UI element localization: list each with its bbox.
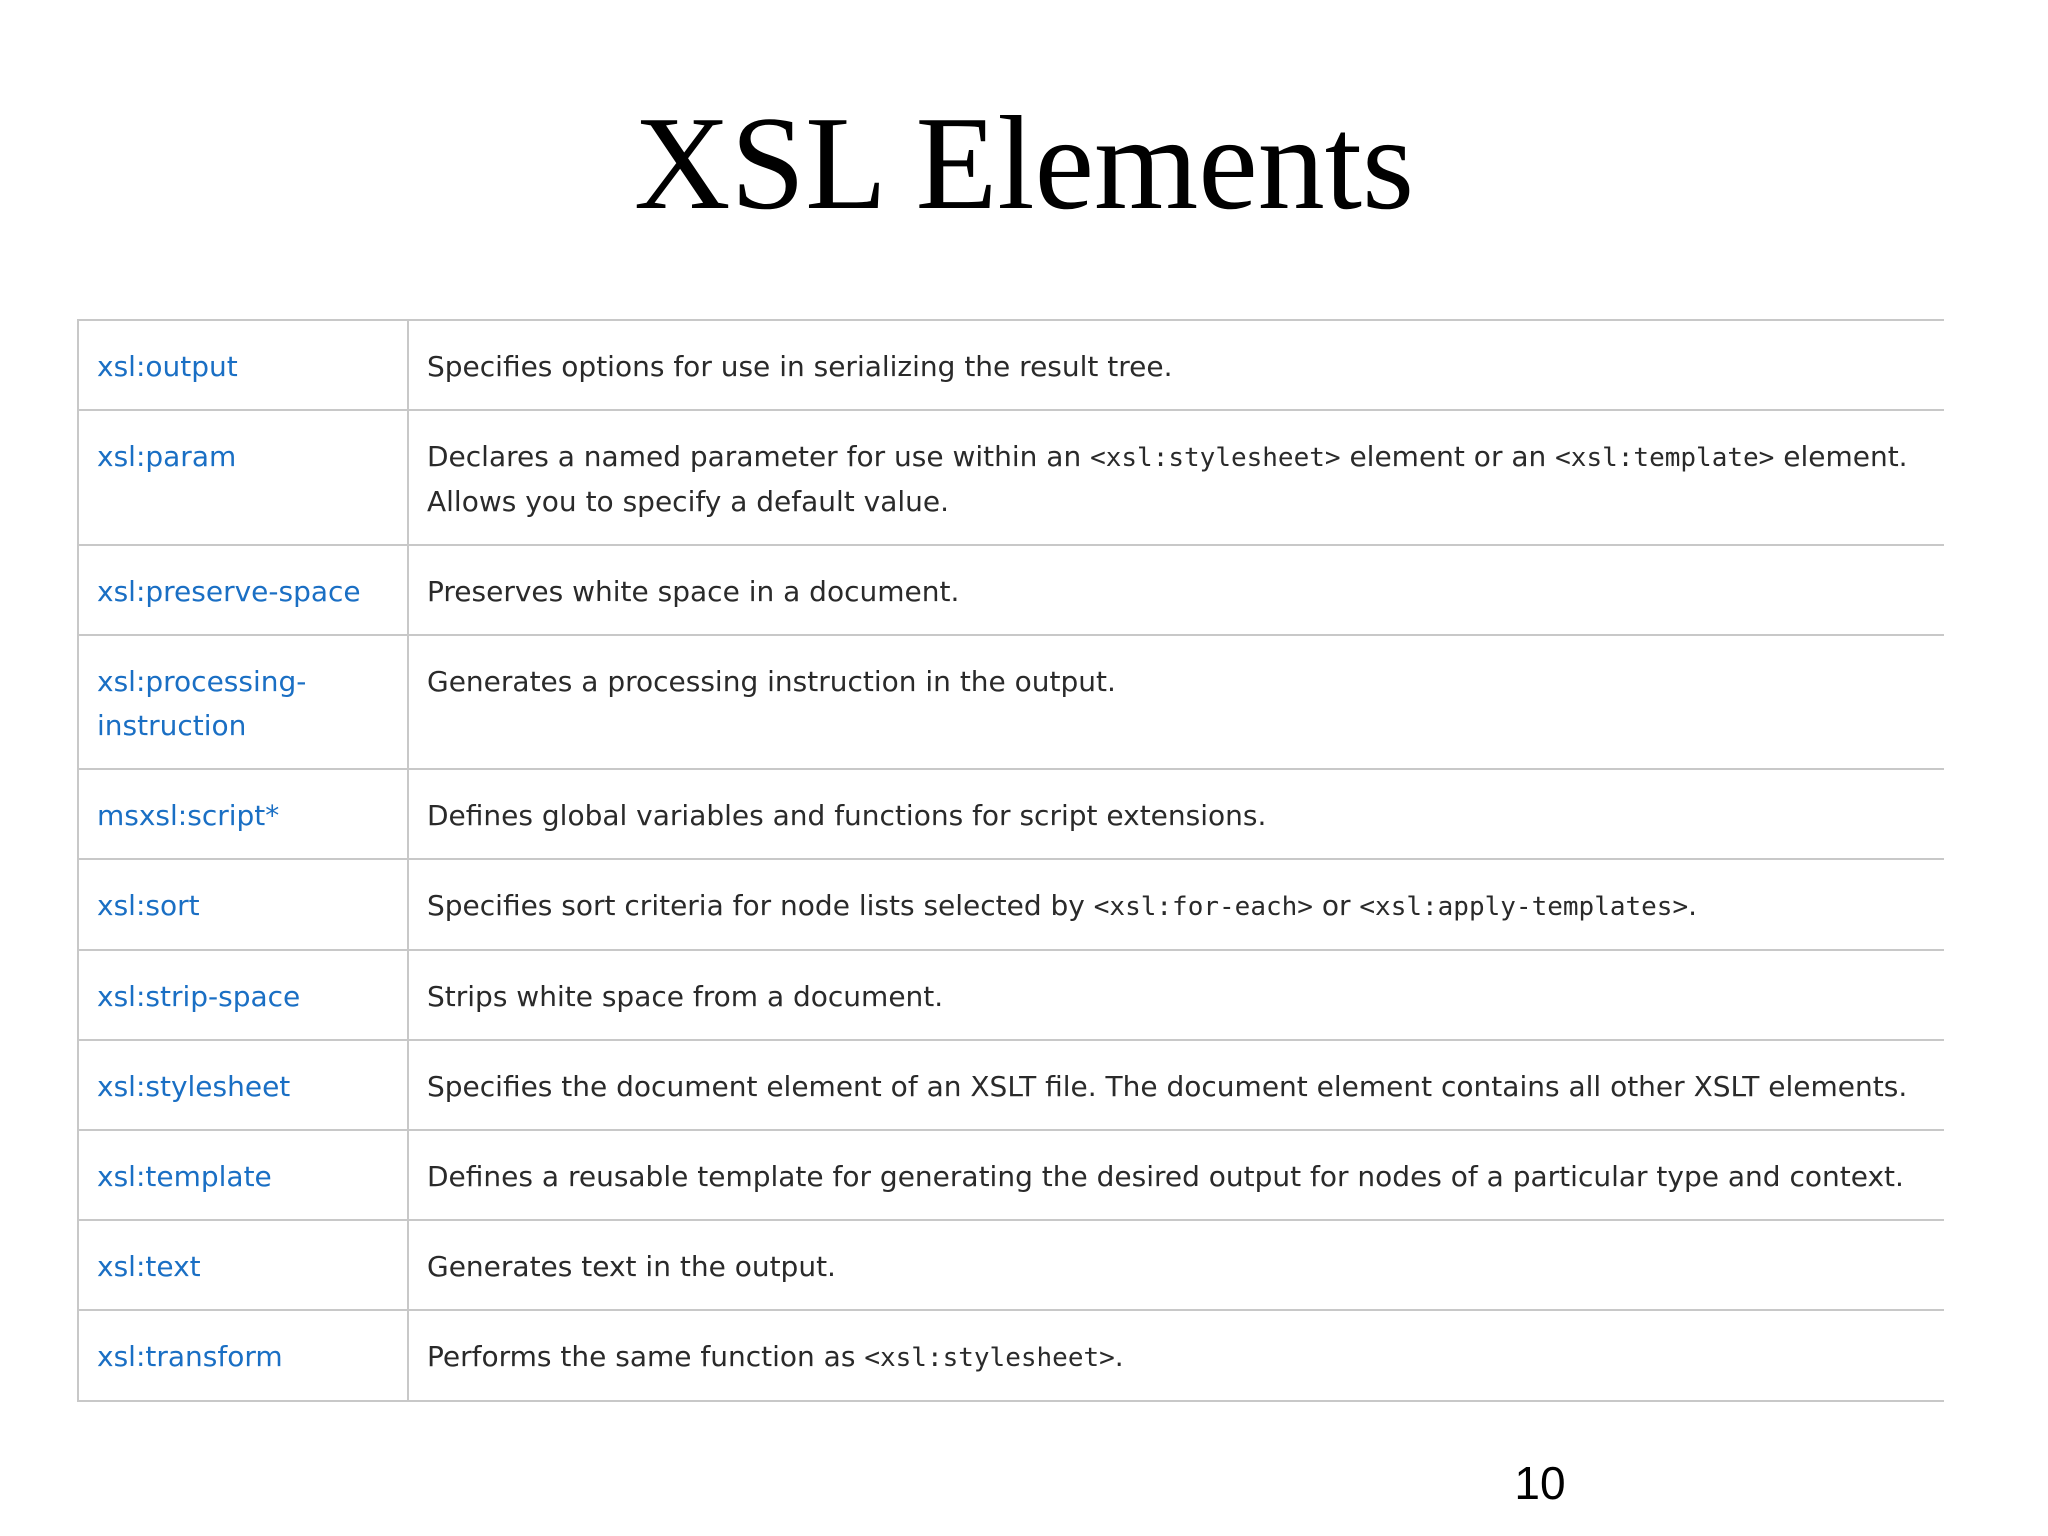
element-name-cell <box>78 859 408 950</box>
description-text: Preserves white space in a document. <box>427 575 960 608</box>
table-row <box>78 410 1944 545</box>
element-link[interactable]: xsl:strip-space <box>97 980 301 1013</box>
description-text: Declares a named parameter for use within an <box>427 440 1091 473</box>
description-text: Specifies sort criteria for node lists selected by <box>427 889 1094 922</box>
element-name-cell <box>78 1220 408 1310</box>
element-name-cell <box>78 635 408 769</box>
table-row <box>78 769 1944 859</box>
element-description-cell <box>408 320 1944 410</box>
element-link[interactable]: xsl:sort <box>97 889 200 922</box>
description-text: . <box>1688 889 1698 922</box>
slide-title: XSL Elements <box>633 89 1415 237</box>
description-text: Defines a reusable template for generating the desired output for nodes of a particular type and context. <box>427 1160 1904 1193</box>
table-row <box>78 545 1944 635</box>
description-text: Strips white space from a document. <box>427 980 944 1013</box>
description-text: element. Allows you to specify a default value. <box>427 440 1908 518</box>
description-text: or <box>1312 889 1360 922</box>
page-number: 10 <box>1514 1457 1566 1509</box>
element-description-cell <box>408 1040 1944 1130</box>
table-row <box>78 1040 1944 1130</box>
element-description-cell <box>408 1130 1944 1220</box>
table-row <box>78 859 1944 950</box>
code-snippet: <xsl:template> <box>1555 443 1775 473</box>
element-name-cell <box>78 545 408 635</box>
description-text: Generates text in the output. <box>427 1250 836 1283</box>
description-text: . <box>1114 1340 1124 1373</box>
table-row <box>78 1220 1944 1310</box>
description-text: Specifies the document element of an XSLT file. The document element contains all other XSLT elements. <box>427 1070 1908 1103</box>
description-text: Generates a processing instruction in the output. <box>427 665 1116 698</box>
description-text: element or an <box>1340 440 1556 473</box>
element-name-cell <box>78 410 408 545</box>
element-link[interactable]: xsl:param <box>97 440 237 473</box>
code-snippet: <xsl:apply-templates> <box>1359 892 1689 922</box>
xsl-elements-table-container <box>77 319 1943 1402</box>
table-row <box>78 1310 1944 1401</box>
element-description-cell <box>408 859 1944 950</box>
xsl-elements-table <box>77 319 1944 1402</box>
element-name-cell <box>78 769 408 859</box>
description-text: Specifies options for use in serializing the result tree. <box>427 350 1173 383</box>
table-row <box>78 950 1944 1040</box>
element-name-cell <box>78 320 408 410</box>
element-name-cell <box>78 950 408 1040</box>
code-snippet: <xsl:stylesheet> <box>1090 443 1341 473</box>
element-description-cell <box>408 1220 1944 1310</box>
element-link[interactable]: xsl:processing-instruction <box>97 665 307 742</box>
element-description-cell <box>408 950 1944 1040</box>
element-name-cell <box>78 1310 408 1401</box>
element-link[interactable]: xsl:transform <box>97 1340 283 1373</box>
element-name-cell <box>78 1130 408 1220</box>
element-name-cell <box>78 1040 408 1130</box>
element-description-cell <box>408 1310 1944 1401</box>
element-link[interactable]: xsl:text <box>97 1250 201 1283</box>
table-row <box>78 1130 1944 1220</box>
code-snippet: <xsl:for-each> <box>1093 892 1313 922</box>
element-link[interactable]: msxsl:script* <box>97 799 280 832</box>
table-row <box>78 320 1944 410</box>
element-link[interactable]: xsl:stylesheet <box>97 1070 291 1103</box>
element-link[interactable]: xsl:output <box>97 350 238 383</box>
element-description-cell <box>408 769 1944 859</box>
table-body <box>78 320 1944 1401</box>
element-link[interactable]: xsl:template <box>97 1160 272 1193</box>
code-snippet: <xsl:stylesheet> <box>864 1343 1115 1373</box>
element-link[interactable]: xsl:preserve-space <box>97 575 361 608</box>
description-text: Performs the same function as <box>427 1340 865 1373</box>
table-row <box>78 635 1944 769</box>
element-description-cell <box>408 545 1944 635</box>
element-description-cell <box>408 635 1944 769</box>
description-text: Defines global variables and functions for script extensions. <box>427 799 1267 832</box>
element-description-cell <box>408 410 1944 545</box>
